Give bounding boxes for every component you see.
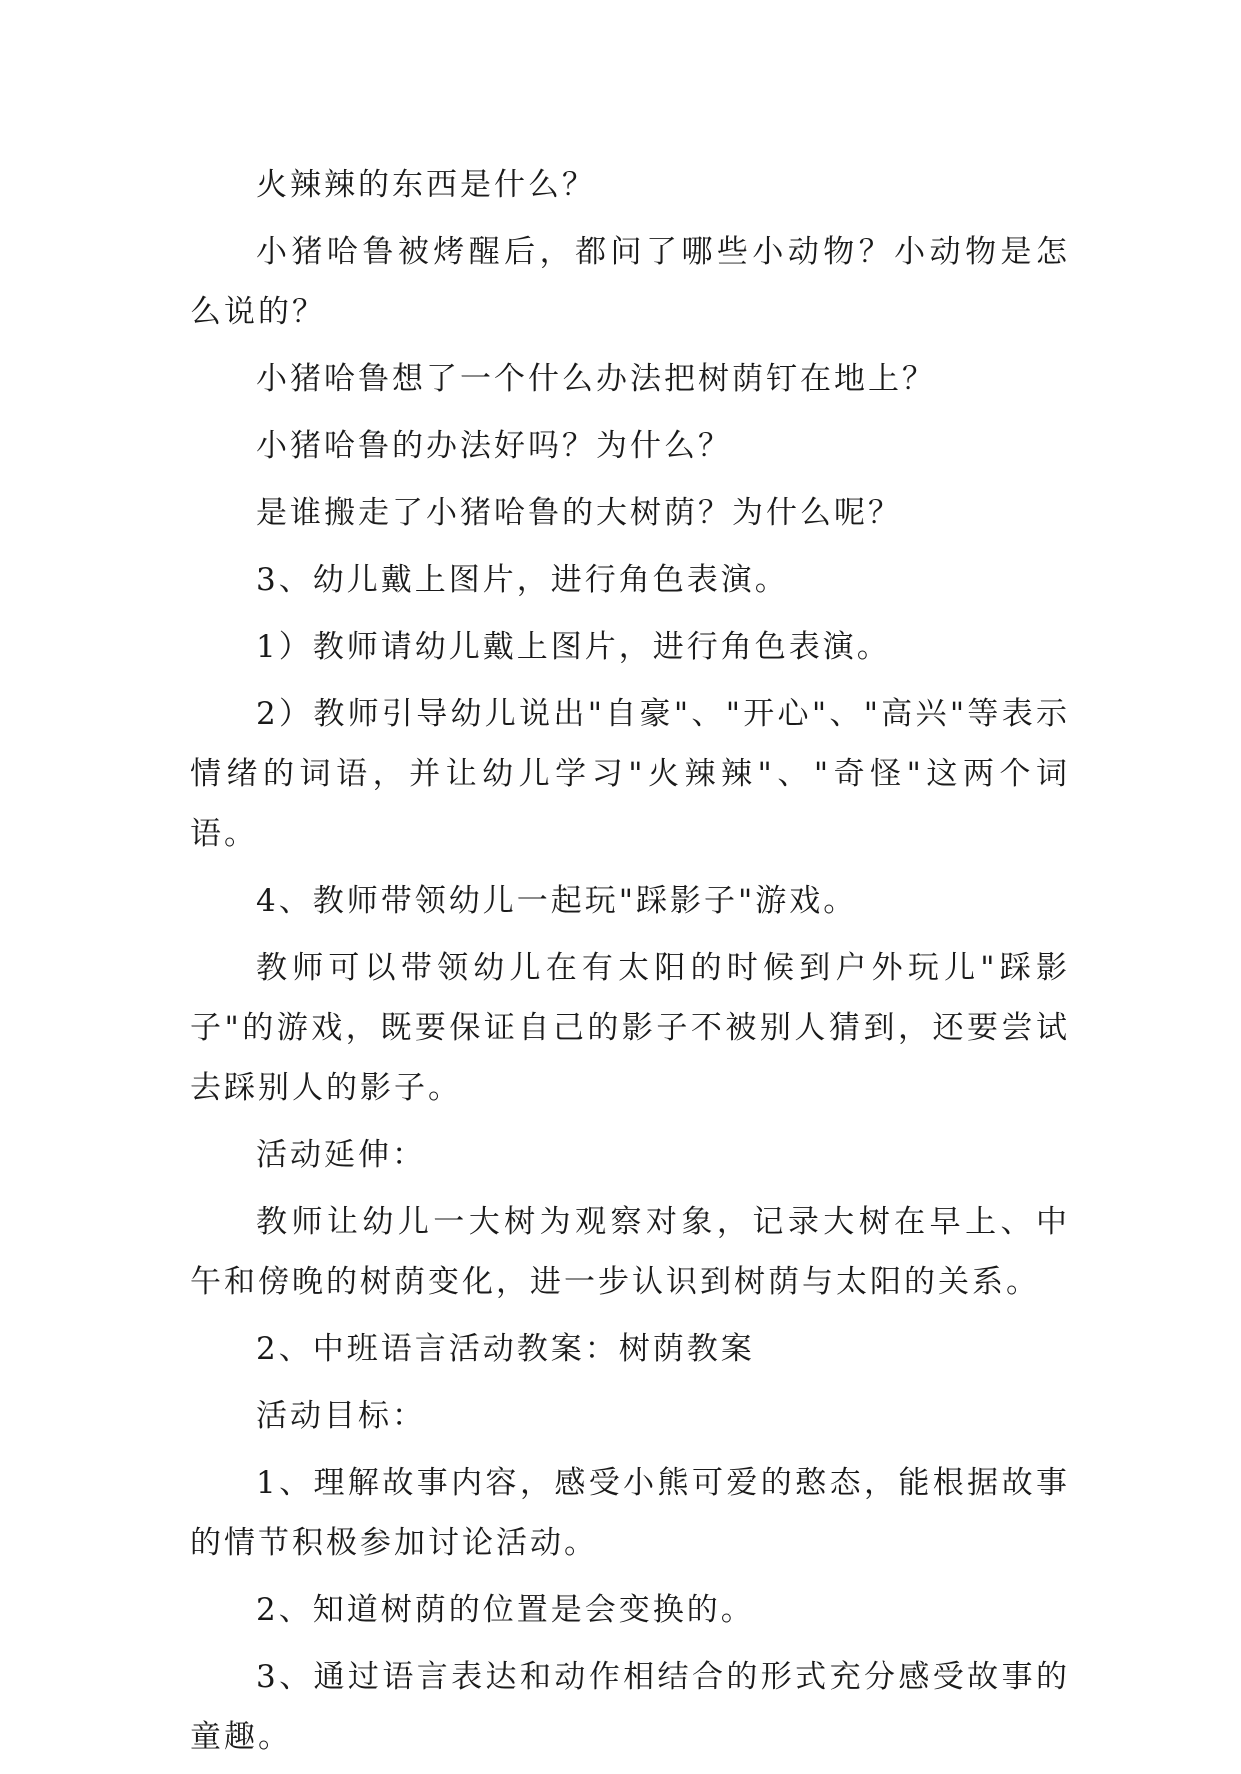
- section-heading: 2、中班语言活动教案：树荫教案: [256, 1331, 755, 1367]
- paragraph: 3、幼儿戴上图片，进行角色表演。: [256, 562, 789, 598]
- paragraph: 3、通过语言表达和动作相结合的形式充分感受故事的童趣。: [190, 1659, 1070, 1755]
- paragraph: 2）教师引导幼儿说出"自豪"、"开心"、"高兴"等表示情绪的词语，并让幼儿学习"火辣辣"、"奇怪"这两个词语。: [190, 696, 1070, 852]
- paragraph: 小猪哈鲁的办法好吗？为什么？: [256, 428, 732, 464]
- paragraph: 教师让幼儿一大树为观察对象，记录大树在早上、中午和傍晚的树荫变化，进一步认识到树荫与太阳的关系。: [190, 1204, 1070, 1300]
- paragraph: 小猪哈鲁被烤醒后，都问了哪些小动物？小动物是怎么说的？: [190, 234, 1070, 330]
- paragraph: 小猪哈鲁想了一个什么办法把树荫钉在地上？: [256, 361, 936, 397]
- section-heading: 活动延伸：: [256, 1137, 426, 1173]
- paragraph: 4、教师带领幼儿一起玩"踩影子"游戏。: [256, 883, 858, 919]
- section-heading: 活动目标：: [256, 1398, 426, 1434]
- paragraph: 1）教师请幼儿戴上图片，进行角色表演。: [256, 629, 891, 665]
- paragraph: 1、理解故事内容，感受小熊可爱的憨态，能根据故事的情节积极参加讨论活动。: [190, 1465, 1070, 1561]
- paragraph: 教师可以带领幼儿在有太阳的时候到户外玩儿"踩影子"的游戏，既要保证自己的影子不被别人猜到，还要尝试去踩别人的影子。: [190, 950, 1070, 1106]
- paragraph: 是谁搬走了小猪哈鲁的大树荫？为什么呢？: [256, 495, 902, 531]
- document-body: [190, 155, 1070, 1774]
- paragraph: 2、知道树荫的位置是会变换的。: [256, 1592, 755, 1628]
- paragraph: 火辣辣的东西是什么？: [256, 167, 596, 203]
